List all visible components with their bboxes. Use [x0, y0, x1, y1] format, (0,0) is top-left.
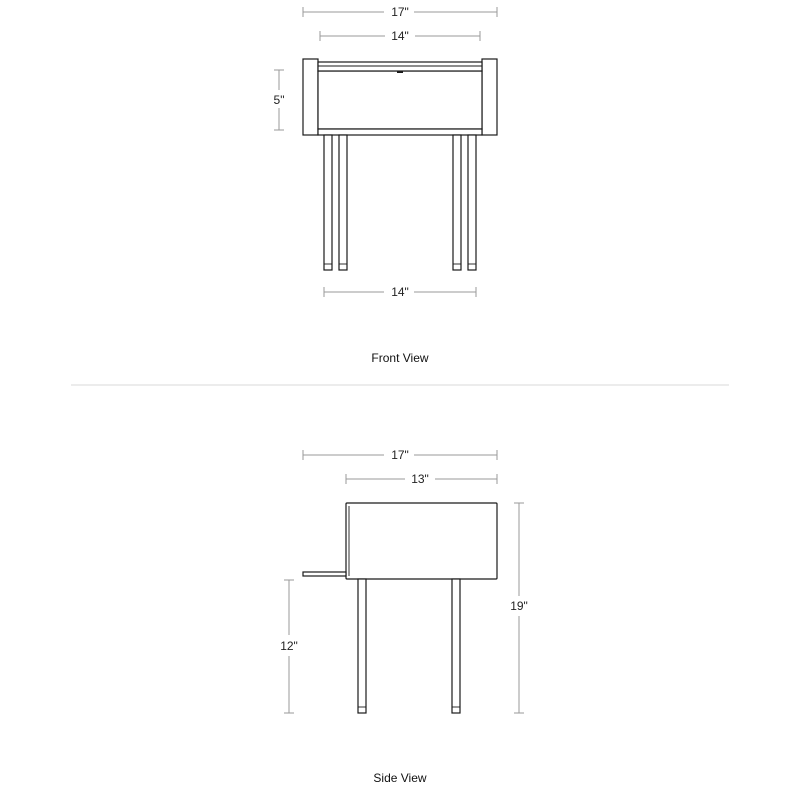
- front-overall-width-dimension: [303, 5, 497, 19]
- side-cabinet-box: [346, 503, 497, 579]
- side-view: [280, 448, 528, 785]
- side-total-height-dimension: [510, 503, 528, 713]
- front-leg-2: [339, 135, 347, 270]
- front-inner-width-label: 14": [391, 29, 409, 43]
- front-box-height-label: 5": [273, 93, 285, 107]
- side-overall-depth-label: 17": [391, 448, 409, 462]
- side-drawer-pull-out: [303, 572, 346, 576]
- front-right-side-panel: [482, 59, 497, 135]
- front-left-side-panel: [303, 59, 318, 135]
- front-view-caption: Front View: [371, 351, 429, 365]
- side-cabinet: [303, 503, 497, 579]
- front-view: [274, 5, 497, 365]
- side-leg-height-label: 12": [280, 639, 298, 653]
- front-leg-4: [468, 135, 476, 270]
- side-overall-depth-dimension: [303, 448, 497, 462]
- side-total-height-label: 19": [510, 599, 528, 613]
- front-leg-span-dimension: [324, 285, 476, 299]
- front-leg-span-label: 14": [391, 285, 409, 299]
- front-box-height-dimension: [274, 70, 285, 130]
- front-top-rail: [318, 62, 482, 71]
- front-legs: [324, 135, 476, 270]
- front-bottom-rail: [318, 129, 482, 135]
- side-leg-height-dimension: [280, 580, 298, 713]
- side-leg-front: [358, 579, 366, 713]
- front-drawer-pull: [397, 71, 403, 73]
- side-view-caption: Side View: [373, 771, 427, 785]
- front-leg-3: [453, 135, 461, 270]
- front-inner-width-dimension: [320, 29, 480, 43]
- side-leg-back: [452, 579, 460, 713]
- front-drawer-face: [318, 71, 482, 129]
- side-legs: [358, 579, 460, 713]
- side-box-depth-label: 13": [411, 472, 429, 486]
- front-cabinet: [303, 59, 497, 135]
- side-box-depth-dimension: [346, 472, 497, 486]
- front-leg-1: [324, 135, 332, 270]
- front-overall-width-label: 17": [391, 5, 409, 19]
